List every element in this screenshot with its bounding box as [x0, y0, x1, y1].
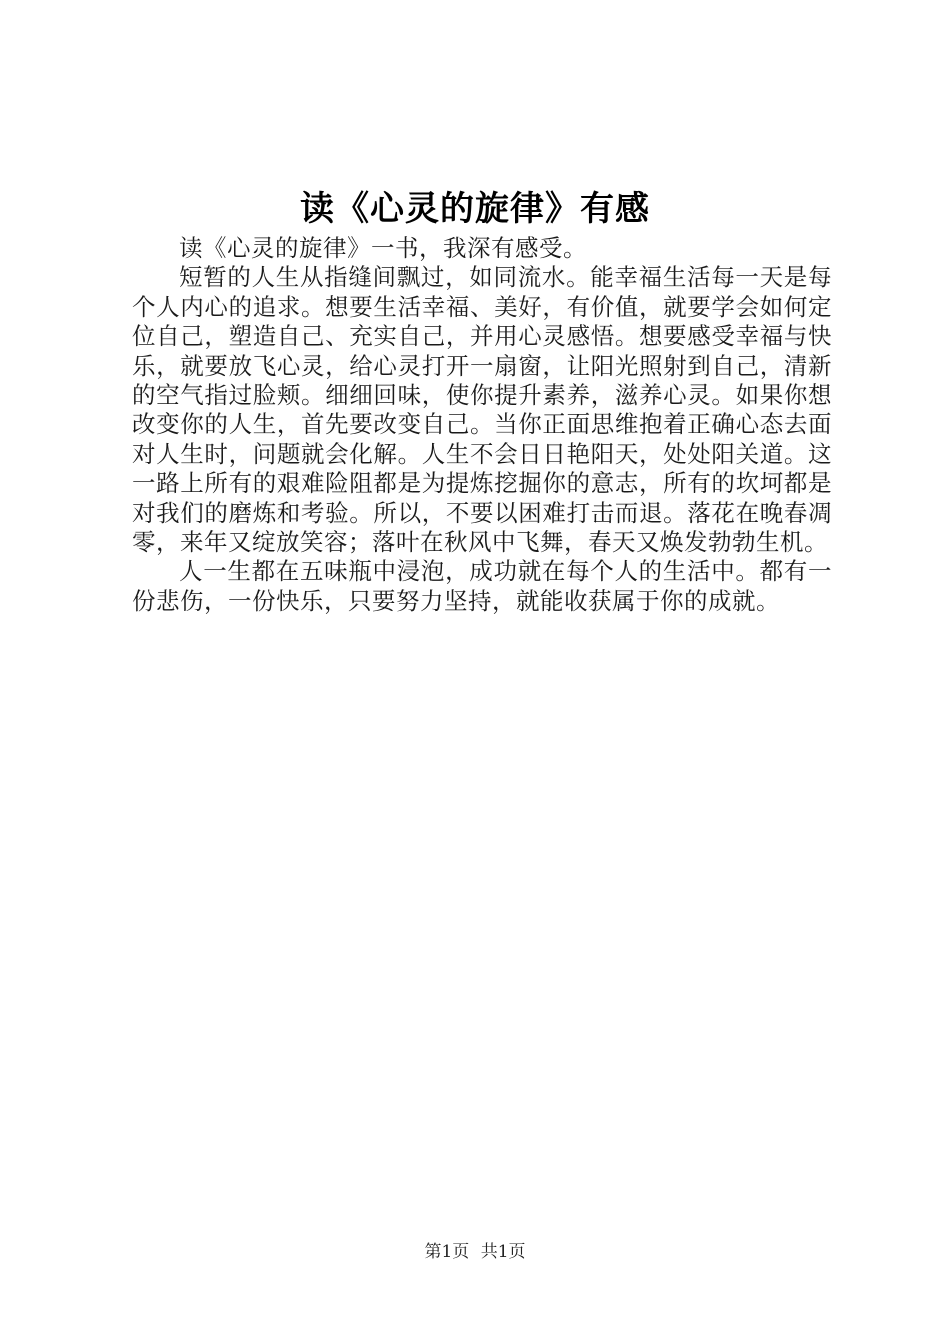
paragraph: 短暂的人生从指缝间飘过，如同流水。能幸福生活每一天是每个人内心的追求。想要生活幸福、美好，有价值，就要学会如何定位自己，塑造自己、充实自己，并用心灵感悟。想要感受幸福与快乐，就要放飞心灵，给心灵打开一扇窗，让阳光照射到自己，清新的空气指过脸颊。细细回味，使你提升素养，滋养心灵。如果你想改变你的人生，首先要改变自己。当你正面思维抱着正确心态去面对人生时，问题就会化解。人生不会日日艳阳天，处处阳关道。这一路上所有的艰难险阻都是为提炼挖掘你的意志，所有的坎坷都是对我们的磨炼和考验。所以，不要以困难打击而退。落花在晚春凋零，来年又绽放笑容；落叶在秋风中飞舞，春天又焕发勃勃生机。 [132, 263, 832, 557]
paragraph: 人一生都在五味瓶中浸泡，成功就在每个人的生活中。都有一份悲伤，一份快乐，只要努力坚持，就能收获属于你的成就。 [132, 557, 832, 615]
page-total: 共1页 [480, 1242, 526, 1262]
document-title: 读《心灵的旋律》有感 [300, 189, 650, 229]
page-footer [0, 1240, 950, 1264]
paragraph: 读《心灵的旋律》一书，我深有感受。 [179, 234, 587, 262]
document-body [132, 234, 832, 616]
page-number: 第1页 [424, 1242, 470, 1262]
